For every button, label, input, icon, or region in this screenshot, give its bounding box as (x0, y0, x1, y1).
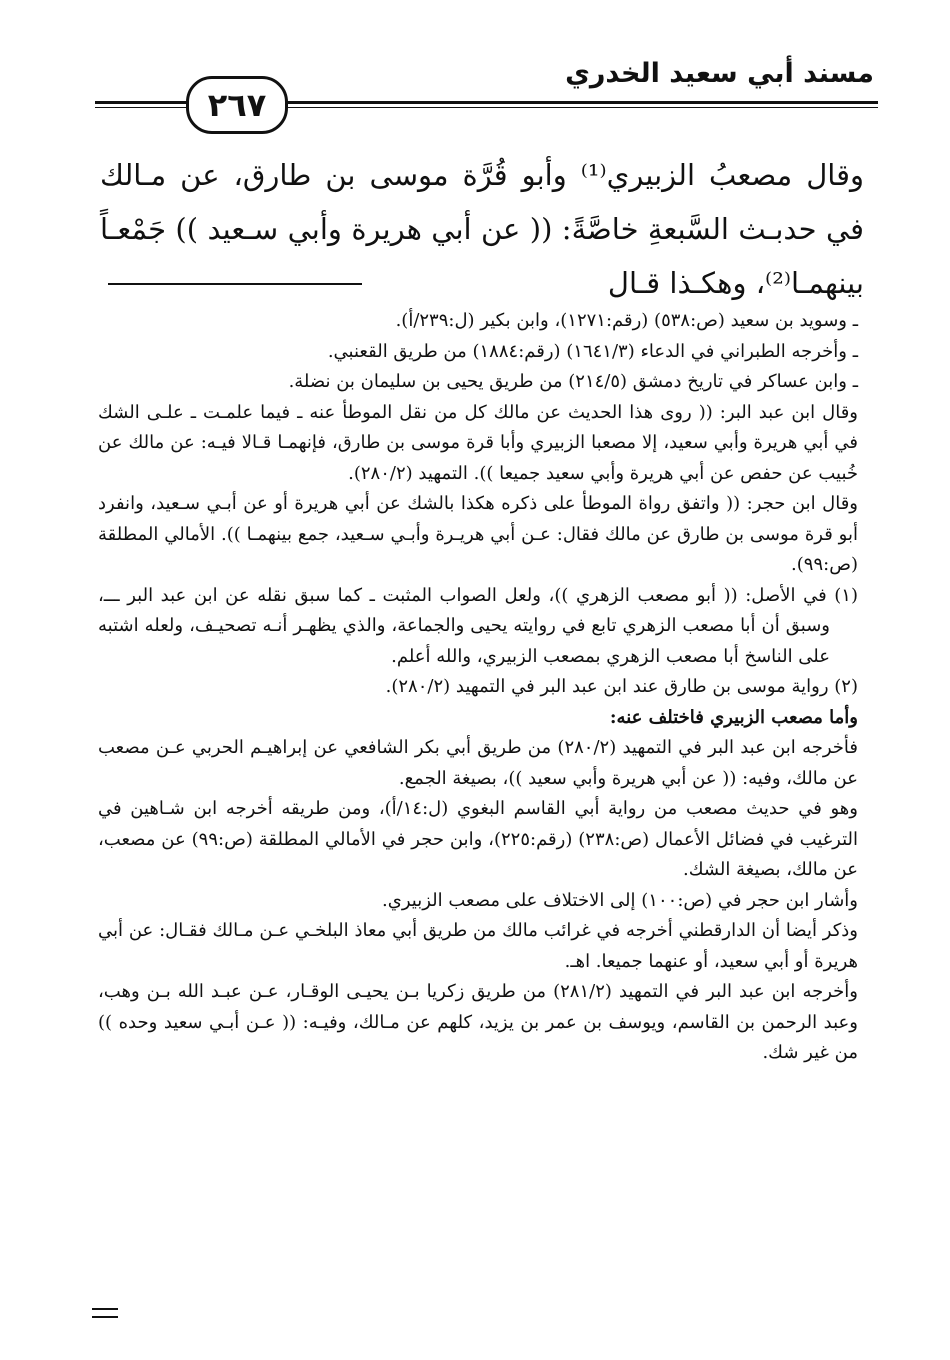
footnote-1: (١) في الأصل: (( أبو مصعب الزهري ))، ولعل الصواب المثبت ـ كما سبق نقله عن ابن عبد البر ـــ، وسبق أن أبا مصعب الزهري تابع في روايته يحيى والجماعة، والذي يظهـر أنـه تصحيـف، ولعله اشتبه على الناسخ أبا مصعب الزهري بمصعب الزبيري، والله أعلم. (98, 584, 858, 667)
note-paragraph: وأخرجه ابن عبد البر في التمهيد (٢٨١/٢) من طريق زكريا بـن يحيـى الوقـار، عـن عبـد الله بـن وهب، وعبد الرحمن بن القاسم، ويوسف بن عمر بن يزيد، كلهم عن مـالك، وفيـه: (( عـن أبـي سعيد وحده )) من غير شك. (98, 981, 858, 1063)
note-paragraph: فأخرجه ابن عبد البر في التمهيد (٢٨٠/٢) من طريق أبي بكر الشافعي عن إبراهيـم الحربي عـن مصعب عن مالك، وفيه: (( عن أبي هريرة وأبي سعيد ))، بصيغة الجمع. (98, 737, 858, 789)
main-text (100, 148, 864, 310)
running-title: مسند أبي سعيد الخدري (565, 58, 874, 89)
note-paragraph: وذكر أيضا أن الدارقطني أخرجه في غرائب مالك من طريق أبي معاذ البلخـي عـن مـالك فقـال: عن أبي هريرة أو أبي سعيد، أو عنهما جميعا. اهـ. (98, 920, 858, 972)
note-paragraph: وأشار ابن حجر في (ص:١٠٠) إلى الاختلاف على مصعب الزبيري. (382, 889, 858, 911)
note-line: ـ وابن عساكر في تاريخ دمشق (٢١٤/٥) من طريق يحيى بن سليمان بن نضلة. (288, 371, 858, 392)
continuation-mark (92, 1308, 118, 1318)
main-paragraph: وقال مصعبُ الزبيري⁽¹⁾ وأبو قُرَّة موسى بن طارق، عن مـالك في حدبـث السَّبعةِ خاصَّةً: (( عن أبي هريرة وأبي سـعيد )) جَمْعـاً بينهمـا⁽²⁾، وهكـذا قـال (100, 158, 864, 300)
footnote-2: (٢) رواية موسى بن طارق عند ابن عبد البر في التمهيد (٢٨٠/٢). (385, 676, 858, 697)
note-line: ـ وأخرجه الطبراني في الدعاء (١٦٤١/٣) (رقم:١٨٨٤) من طريق القعنبي. (327, 340, 858, 362)
note-paragraph: وقال ابن حجر: (( واتفق رواة الموطأ على ذكره هكذا بالشك عن أبي هريرة أو عن أبـي سـعيد، وانفرد أبو قرة موسى بن طارق عن مالك فقال: عـن أبي هريـرة وأبـي سـعيد، جمع بينهمـا )). الأمالي المطلقة (ص:٩٩). (98, 493, 858, 575)
note-paragraph: وهو في حديث مصعب من رواية أبي القاسم البغوي (ل:١٤/أ)، ومن طريقه أخرجه ابن شـاهين في الترغيب في فضائل الأعمال (ص:٢٣٨) (رقم:٢٢٥)، وابن حجر في الأمالي المطلقة (ص:٩٩) عن مصعب، عن مالك، بصيغة الشك. (98, 798, 859, 880)
note-heading: وأما مصعب الزبيري فاختلف عنه: (609, 706, 858, 728)
note-line: ـ وسويد بن سعيد (ص:٥٣٨) (رقم:١٢٧١)، وابن بكير (ل:٢٣٩/أ). (395, 310, 858, 331)
footnotes (98, 306, 858, 1069)
note-paragraph: وقال ابن عبد البر: (( روى هذا الحديث عن مالك كل من نقل الموطأ عنه ـ فيما علمـت ـ علـى الشك في أبي هريرة وأبي سعيد، إلا مصعبا الزبيري وأبا قرة موسى بن طارق، فإنهمـا قـالا فيـه: عن مالك عن خُبيب عن حفص عن أبي هريرة وأبي سعيد جميعا )). التمهيد (٢٨٠/٢). (98, 401, 858, 484)
page-number: ٢٦٧ (186, 76, 288, 134)
footnote-separator (108, 283, 362, 285)
